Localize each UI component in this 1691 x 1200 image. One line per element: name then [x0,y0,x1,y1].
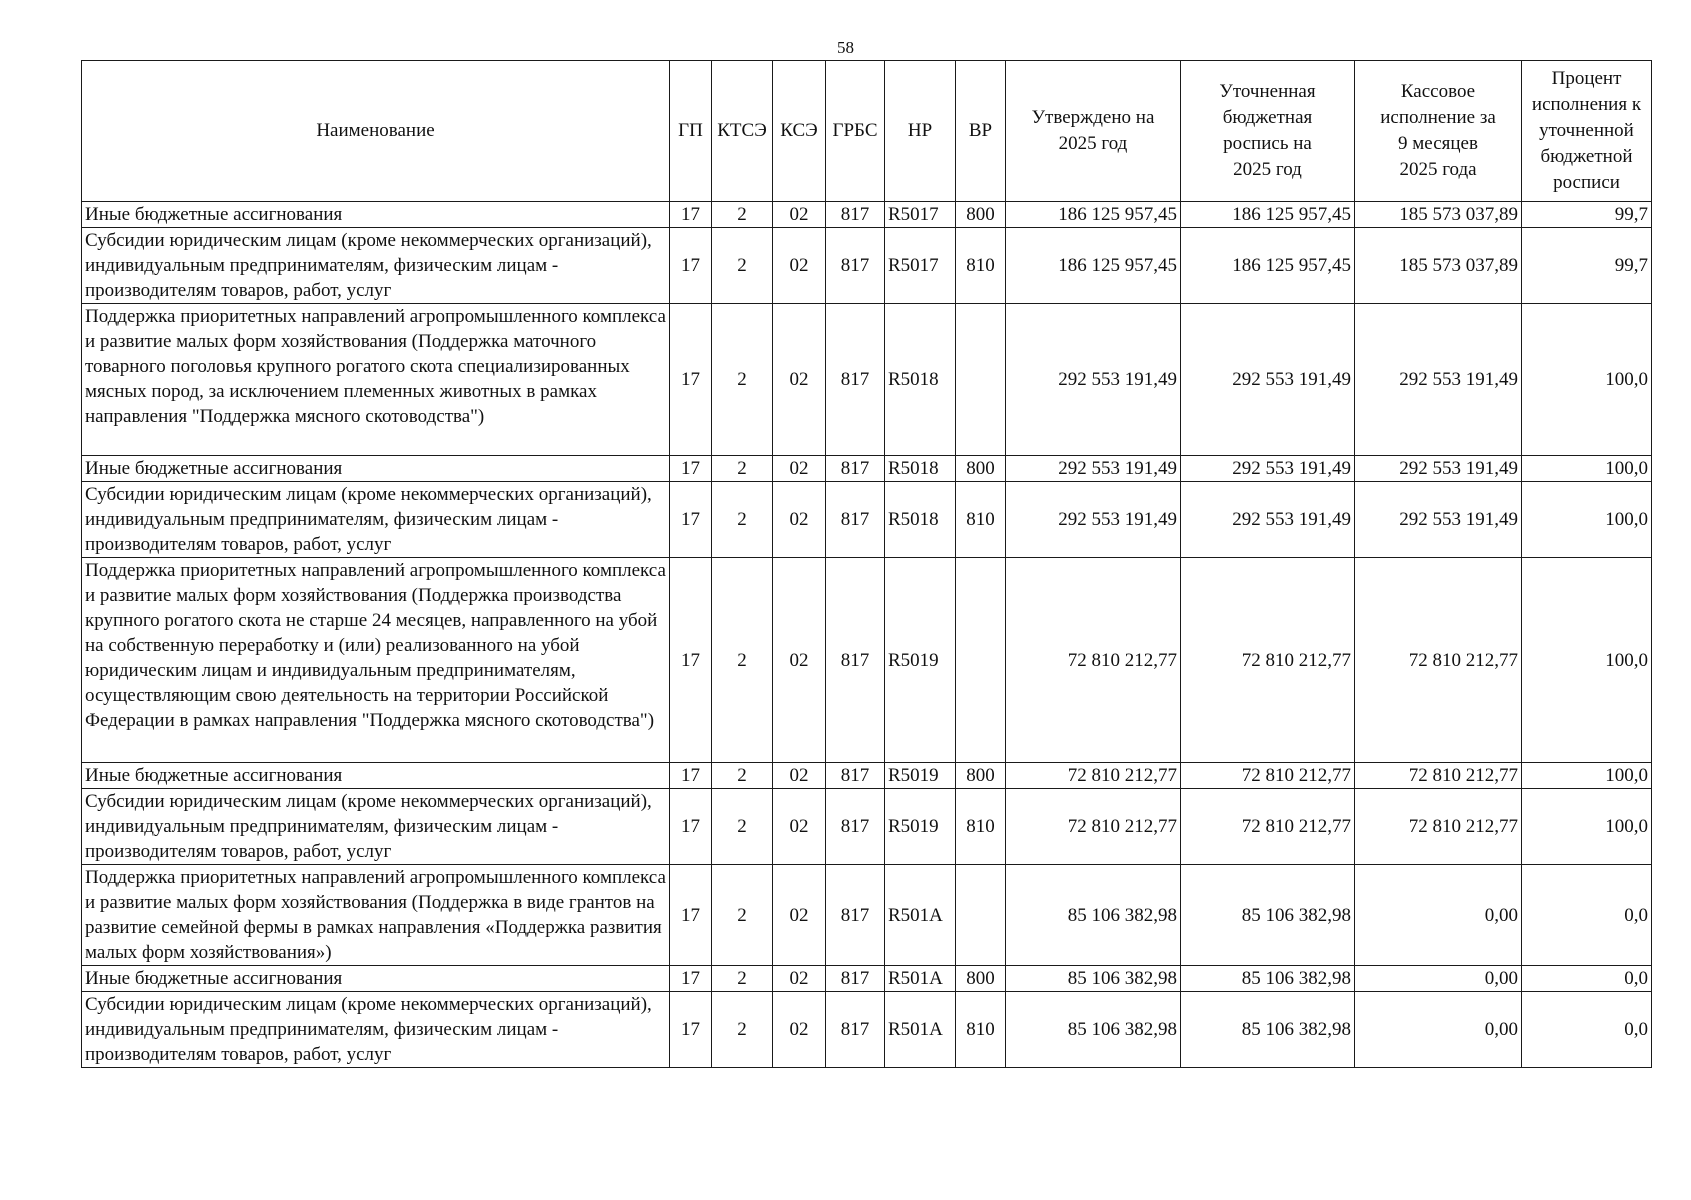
cell-nr: R5018 [885,456,956,482]
table-row [82,966,1652,992]
cell-approved: 186 125 957,45 [1006,228,1181,304]
cell-grbs: 817 [826,558,885,763]
cell-vr: 810 [956,789,1006,865]
cell-vr: 810 [956,228,1006,304]
cell-kse: 02 [773,456,826,482]
cell-grbs: 817 [826,992,885,1068]
table-row [82,202,1652,228]
cell-percent: 100,0 [1522,763,1652,789]
cell-ktse: 2 [712,304,773,456]
cell-gp: 17 [670,558,712,763]
cell-approved: 292 553 191,49 [1006,456,1181,482]
cell-percent: 100,0 [1522,558,1652,763]
cell-refined: 85 106 382,98 [1181,966,1355,992]
cell-kse: 02 [773,482,826,558]
page-number: 58 [837,38,854,57]
cell-nr: R5019 [885,558,956,763]
cell-name: Поддержка приоритетных направлений агропромышленного комплекса и развитие малых форм хозяйствования (Поддержка маточного товарного поголовья крупного рогатого скота специализированных мясных пород, за исключением племенных животных в рамках направления "Поддержка мясного скотоводства") [82,304,670,456]
cell-kse: 02 [773,202,826,228]
cell-cash: 72 810 212,77 [1355,558,1522,763]
cell-kse: 02 [773,992,826,1068]
cell-nr: R501А [885,992,956,1068]
cell-vr: 800 [956,202,1006,228]
cell-ktse: 2 [712,202,773,228]
cell-kse: 02 [773,865,826,966]
cell-nr: R5018 [885,482,956,558]
cell-approved: 72 810 212,77 [1006,763,1181,789]
cell-name: Субсидии юридическим лицам (кроме некоммерческих организаций), индивидуальным предпринимателям, физическим лицам - производителям товаров, работ, услуг [82,482,670,558]
cell-approved: 72 810 212,77 [1006,789,1181,865]
cell-cash: 0,00 [1355,966,1522,992]
table-row [82,456,1652,482]
cell-percent: 99,7 [1522,202,1652,228]
cell-grbs: 817 [826,228,885,304]
cell-grbs: 817 [826,482,885,558]
cell-cash: 292 553 191,49 [1355,456,1522,482]
cell-percent: 100,0 [1522,304,1652,456]
cell-kse: 02 [773,558,826,763]
cell-ktse: 2 [712,789,773,865]
header-name: Наименование [82,61,670,202]
cell-ktse: 2 [712,865,773,966]
cell-grbs: 817 [826,304,885,456]
cell-percent: 100,0 [1522,482,1652,558]
cell-cash: 185 573 037,89 [1355,228,1522,304]
cell-percent: 0,0 [1522,865,1652,966]
cell-gp: 17 [670,456,712,482]
cell-ktse: 2 [712,558,773,763]
cell-kse: 02 [773,304,826,456]
cell-refined: 72 810 212,77 [1181,789,1355,865]
table-row [82,992,1652,1068]
table-row [82,763,1652,789]
cell-refined: 72 810 212,77 [1181,558,1355,763]
cell-name: Поддержка приоритетных направлений агропромышленного комплекса и развитие малых форм хозяйствования (Поддержка производства крупного рогатого скота не старше 24 месяцев, направленного на убой на собственную переработку и (или) реализованного на убой юридическим лицам и индивидуальным предпринимателям, осуществляющим свою деятельность на территории Российской Федерации в рамках направления "Поддержка мясного скотоводства") [82,558,670,763]
budget-table [81,60,1652,1068]
cell-approved: 85 106 382,98 [1006,865,1181,966]
cell-approved: 85 106 382,98 [1006,992,1181,1068]
cell-percent: 100,0 [1522,456,1652,482]
cell-cash: 72 810 212,77 [1355,763,1522,789]
cell-vr: 800 [956,456,1006,482]
cell-kse: 02 [773,228,826,304]
cell-nr: R501А [885,865,956,966]
cell-ktse: 2 [712,966,773,992]
cell-name: Субсидии юридическим лицам (кроме некоммерческих организаций), индивидуальным предпринимателям, физическим лицам - производителям товаров, работ, услуг [82,228,670,304]
cell-refined: 72 810 212,77 [1181,763,1355,789]
header-grbs: ГРБС [826,61,885,202]
cell-gp: 17 [670,966,712,992]
cell-approved: 85 106 382,98 [1006,966,1181,992]
cell-approved: 72 810 212,77 [1006,558,1181,763]
header-approved: Утверждено на 2025 год [1006,61,1181,202]
table-row [82,789,1652,865]
cell-grbs: 817 [826,789,885,865]
cell-name: Иные бюджетные ассигнования [82,456,670,482]
cell-ktse: 2 [712,456,773,482]
cell-refined: 186 125 957,45 [1181,202,1355,228]
cell-grbs: 817 [826,966,885,992]
cell-kse: 02 [773,966,826,992]
cell-cash: 185 573 037,89 [1355,202,1522,228]
header-refined: Уточненная бюджетная роспись на 2025 год [1181,61,1355,202]
cell-gp: 17 [670,482,712,558]
cell-gp: 17 [670,865,712,966]
table-header-row [82,61,1652,202]
cell-vr [956,558,1006,763]
cell-vr: 800 [956,966,1006,992]
cell-gp: 17 [670,763,712,789]
cell-name: Иные бюджетные ассигнования [82,763,670,789]
header-cash: Кассовое исполнение за 9 месяцев 2025 года [1355,61,1522,202]
cell-grbs: 817 [826,865,885,966]
cell-approved: 292 553 191,49 [1006,304,1181,456]
cell-ktse: 2 [712,992,773,1068]
header-ktse: КТСЭ [712,61,773,202]
header-vr: ВР [956,61,1006,202]
cell-name: Поддержка приоритетных направлений агропромышленного комплекса и развитие малых форм хозяйствования (Поддержка в виде грантов на развитие семейной фермы в рамках направления «Поддержка развития малых форм хозяйствования») [82,865,670,966]
cell-cash: 292 553 191,49 [1355,304,1522,456]
cell-name: Иные бюджетные ассигнования [82,202,670,228]
cell-approved: 292 553 191,49 [1006,482,1181,558]
cell-grbs: 817 [826,456,885,482]
cell-kse: 02 [773,789,826,865]
cell-nr: R501А [885,966,956,992]
cell-percent: 100,0 [1522,789,1652,865]
header-percent: Процент исполнения к уточненной бюджетной росписи [1522,61,1652,202]
cell-cash: 72 810 212,77 [1355,789,1522,865]
cell-refined: 292 553 191,49 [1181,304,1355,456]
cell-nr: R5019 [885,789,956,865]
table-row [82,482,1652,558]
cell-refined: 85 106 382,98 [1181,865,1355,966]
cell-ktse: 2 [712,763,773,789]
cell-percent: 0,0 [1522,992,1652,1068]
cell-gp: 17 [670,992,712,1068]
header-nr: НР [885,61,956,202]
header-kse: КСЭ [773,61,826,202]
cell-refined: 186 125 957,45 [1181,228,1355,304]
cell-refined: 292 553 191,49 [1181,482,1355,558]
cell-kse: 02 [773,763,826,789]
cell-approved: 186 125 957,45 [1006,202,1181,228]
cell-vr: 800 [956,763,1006,789]
cell-percent: 0,0 [1522,966,1652,992]
cell-name: Субсидии юридическим лицам (кроме некоммерческих организаций), индивидуальным предпринимателям, физическим лицам - производителям товаров, работ, услуг [82,992,670,1068]
cell-gp: 17 [670,228,712,304]
cell-ktse: 2 [712,228,773,304]
cell-vr: 810 [956,482,1006,558]
cell-nr: R5017 [885,228,956,304]
cell-vr [956,304,1006,456]
cell-ktse: 2 [712,482,773,558]
cell-vr: 810 [956,992,1006,1068]
cell-nr: R5019 [885,763,956,789]
cell-cash: 0,00 [1355,865,1522,966]
cell-name: Иные бюджетные ассигнования [82,966,670,992]
cell-grbs: 817 [826,763,885,789]
table-row [82,228,1652,304]
header-gp: ГП [670,61,712,202]
cell-nr: R5018 [885,304,956,456]
cell-grbs: 817 [826,202,885,228]
table-row [82,558,1652,763]
cell-gp: 17 [670,304,712,456]
cell-refined: 292 553 191,49 [1181,456,1355,482]
cell-name: Субсидии юридическим лицам (кроме некоммерческих организаций), индивидуальным предпринимателям, физическим лицам - производителям товаров, работ, услуг [82,789,670,865]
cell-nr: R5017 [885,202,956,228]
cell-vr [956,865,1006,966]
cell-percent: 99,7 [1522,228,1652,304]
cell-gp: 17 [670,789,712,865]
table-row [82,865,1652,966]
cell-cash: 0,00 [1355,992,1522,1068]
cell-cash: 292 553 191,49 [1355,482,1522,558]
cell-refined: 85 106 382,98 [1181,992,1355,1068]
cell-gp: 17 [670,202,712,228]
table-row [82,304,1652,456]
